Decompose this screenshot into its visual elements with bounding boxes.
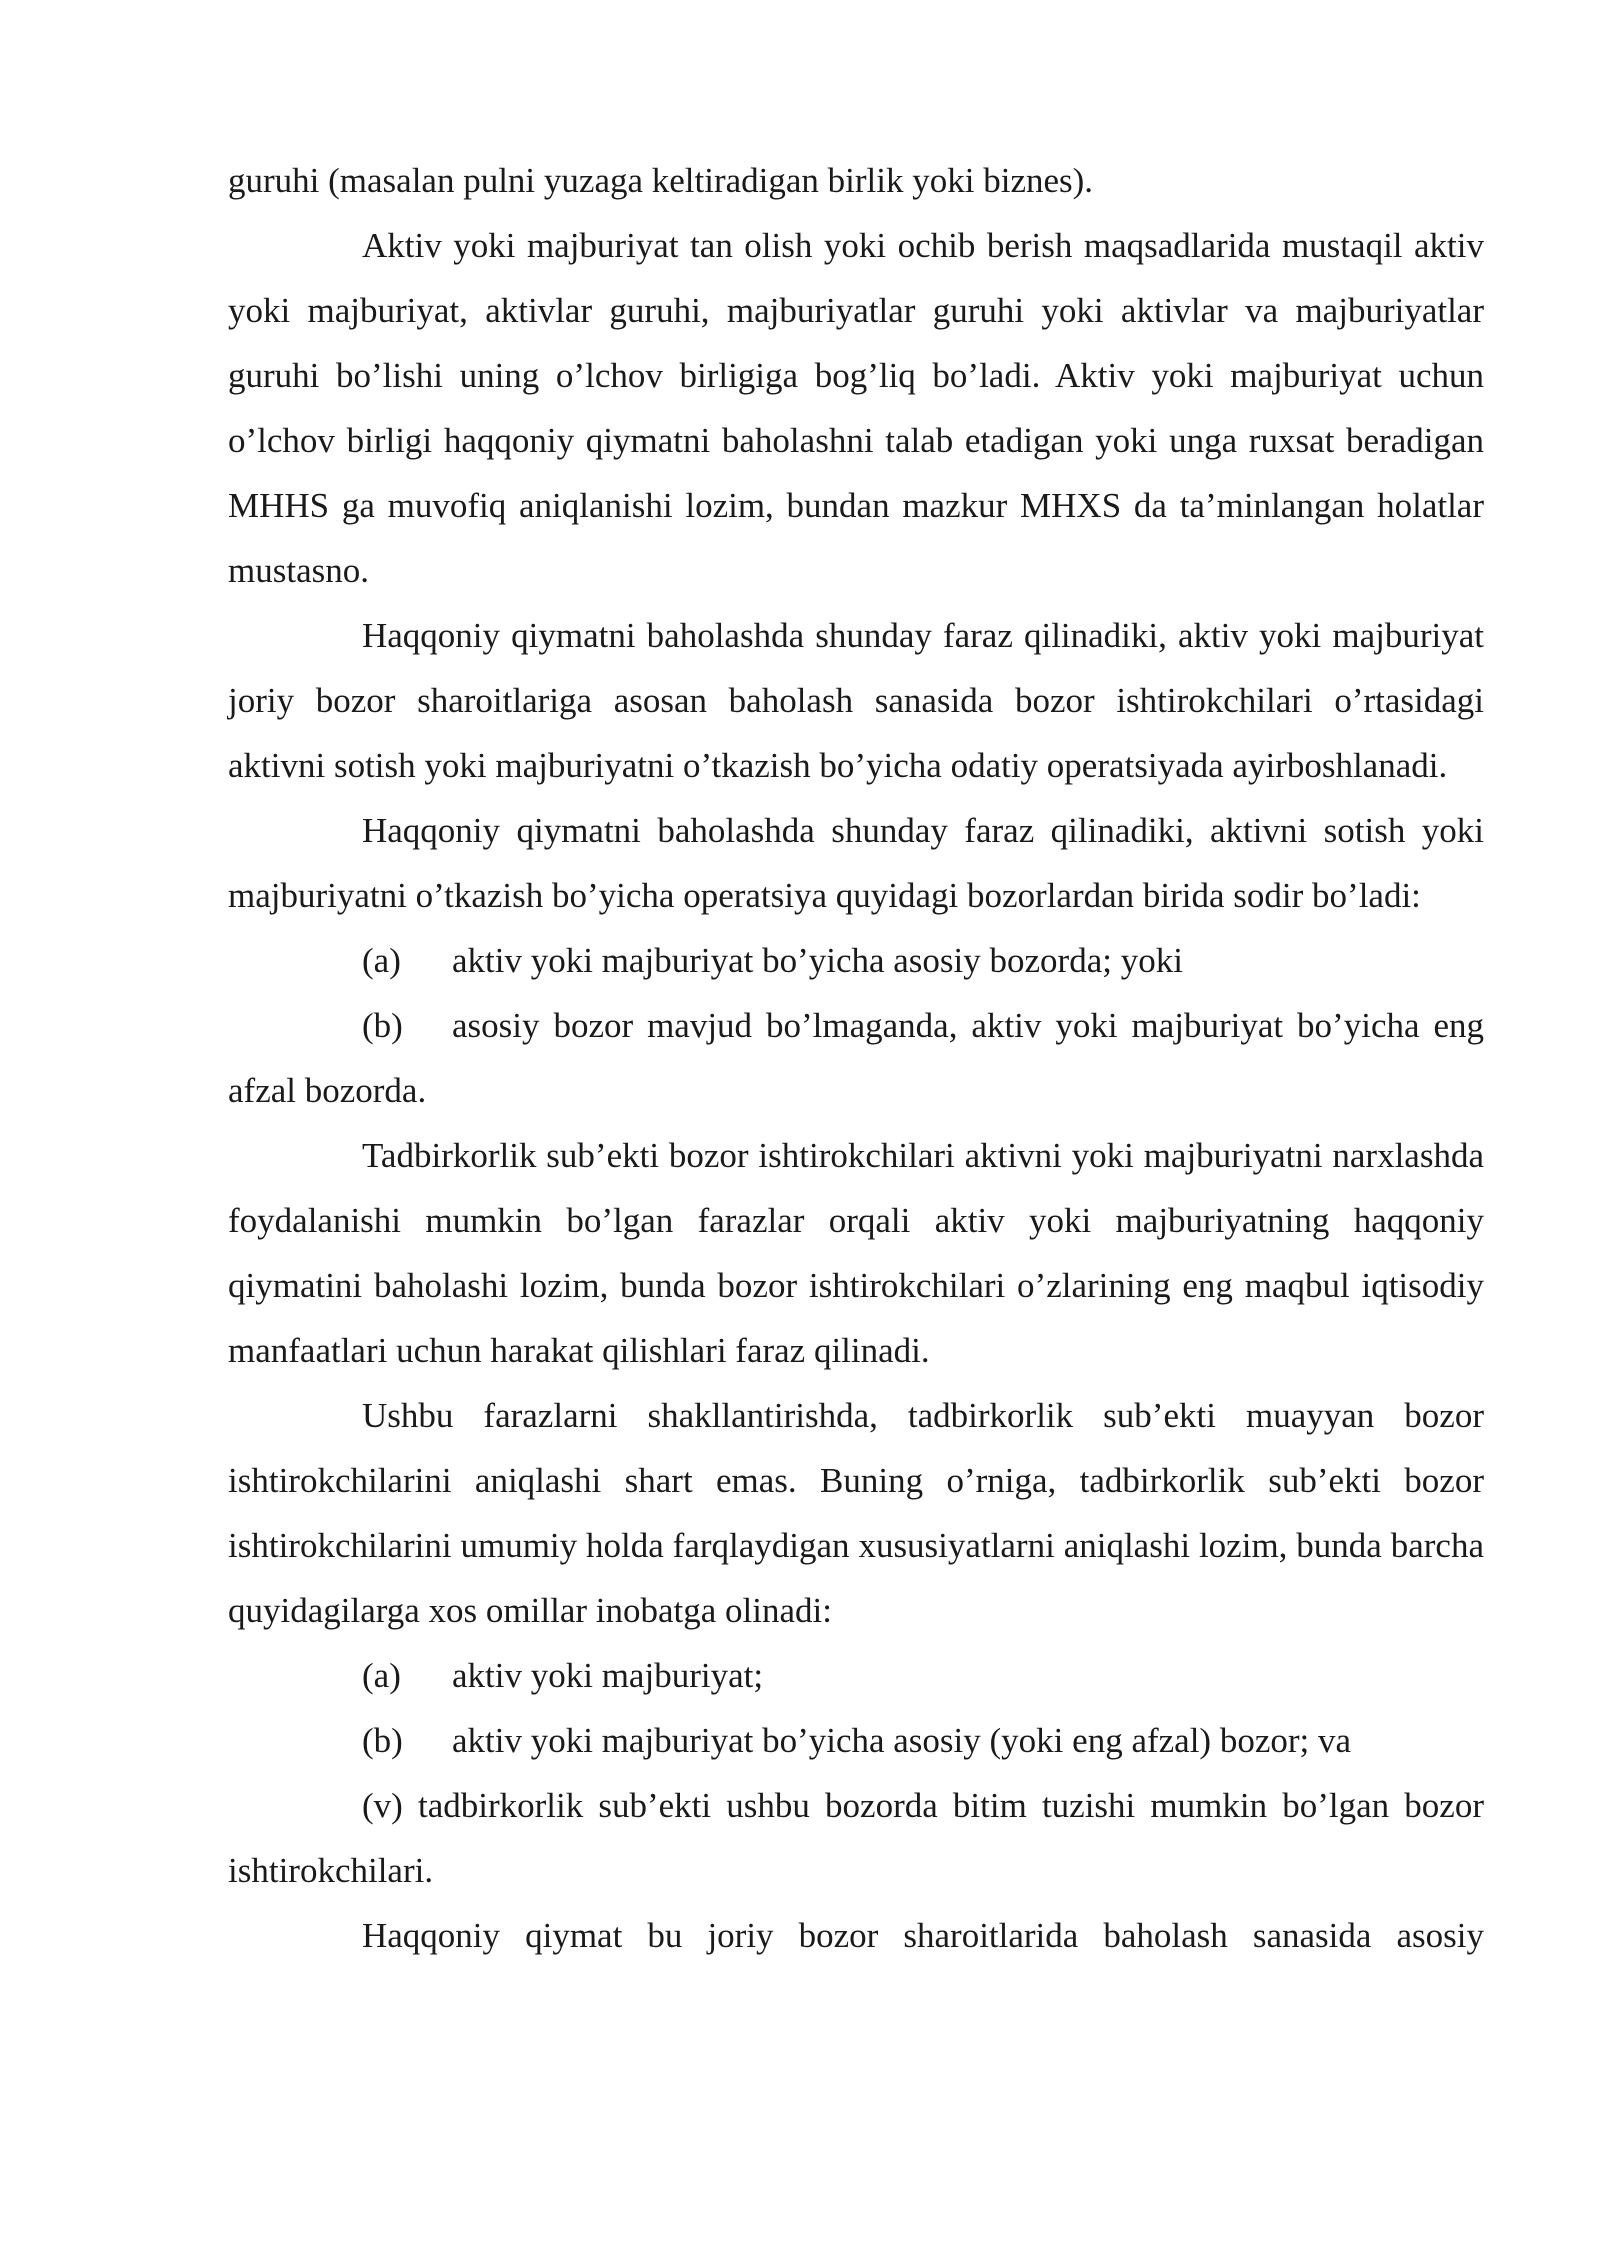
- list-marker: (b): [362, 1721, 403, 1760]
- paragraph-fair-value: Haqqoniy qiymat bu joriy bozor sharoitlarida baholash sanasida asosiy: [362, 1916, 1484, 1955]
- list-item-text: asosiy bozor mavjud bo’lmaganda, aktiv yoki majburiyat bo’yicha eng afzal bozorda.: [228, 1006, 1484, 1110]
- list-item: [228, 1773, 1484, 1903]
- paragraph-market-participants: Tadbirkorlik sub’ekti bozor ishtirokchilari aktivni yoki majburiyatni narxlashda foydalanishi mumkin bo’lgan farazlar orqali aktiv yoki majburiyatning haqqoniy qiymatini baholashi lozim, bunda bozor ishtirokchilari o’zlarining eng maqbul iqtisodiy manfaatlari uchun harakat qilishlari faraz qilinadi.: [228, 1136, 1484, 1370]
- paragraph-unit-of-account: Aktiv yoki majburiyat tan olish yoki ochib berish maqsadlarida mustaqil aktiv yoki majburiyat, aktivlar guruhi, majburiyatlar guruhi yoki aktivlar va majburiyatlar guruhi bo’lishi uning o’lchov birligiga bog’liq bo’ladi. Aktiv yoki majburiyat uchun o’lchov birligi haqqoniy qiymatni baholashni talab etadigan yoki unga ruxsat beradigan MHHS ga muvofiq aniqlanishi lozim, bundan mazkur MHXS da ta’minlangan holatlar mustasno.: [228, 226, 1484, 590]
- list-item-text: aktiv yoki majburiyat bo’yicha asosiy (yoki eng afzal) bozor; va: [452, 1721, 1352, 1760]
- list-marker: (b): [362, 1006, 403, 1045]
- list-item-text: aktiv yoki majburiyat;: [452, 1656, 764, 1695]
- paragraph-market-assumption: Haqqoniy qiymatni baholashda shunday faraz qilinadiki, aktivni sotish yoki majburiyatni o’tkazish bo’yicha operatsiya quyidagi bozorlardan birida sodir bo’ladi:: [228, 811, 1484, 915]
- list-item-text: aktiv yoki majburiyat bo’yicha asosiy bozorda; yoki: [452, 941, 1183, 980]
- list-marker: (a): [362, 941, 401, 980]
- list-marker: (v): [362, 1786, 403, 1825]
- paragraph-continuation: guruhi (masalan pulni yuzaga keltiradigan birlik yoki biznes).: [228, 161, 1094, 200]
- list-marker: (a): [362, 1656, 401, 1695]
- list-item: [228, 993, 1484, 1123]
- list-item: [228, 1708, 1484, 1773]
- paragraph-orderly-transaction: Haqqoniy qiymatni baholashda shunday faraz qilinadiki, aktiv yoki majburiyat joriy bozor sharoitlariga asosan baholash sanasida bozor ishtirokchilari o’rtasidagi aktivni sotish yoki majburiyatni o’tkazish bo’yicha odatiy operatsiyada ayirboshlanadi.: [228, 616, 1484, 785]
- document-page: [228, 148, 1484, 1968]
- list-item: [228, 928, 1484, 993]
- list-item: [228, 1643, 1484, 1708]
- paragraph-assumptions: Ushbu farazlarni shakllantirishda, tadbirkorlik sub’ekti muayyan bozor ishtirokchilarini aniqlashi shart emas. Buning o’rniga, tadbirkorlik sub’ekti bozor ishtirokchilarini umumiy holda farqlaydigan xususiyatlarni aniqlashi lozim, bunda barcha quyidagilarga xos omillar inobatga olinadi:: [228, 1396, 1484, 1630]
- list-item-text: tadbirkorlik sub’ekti ushbu bozorda bitim tuzishi mumkin bo’lgan bozor ishtirokchilari.: [228, 1786, 1484, 1890]
